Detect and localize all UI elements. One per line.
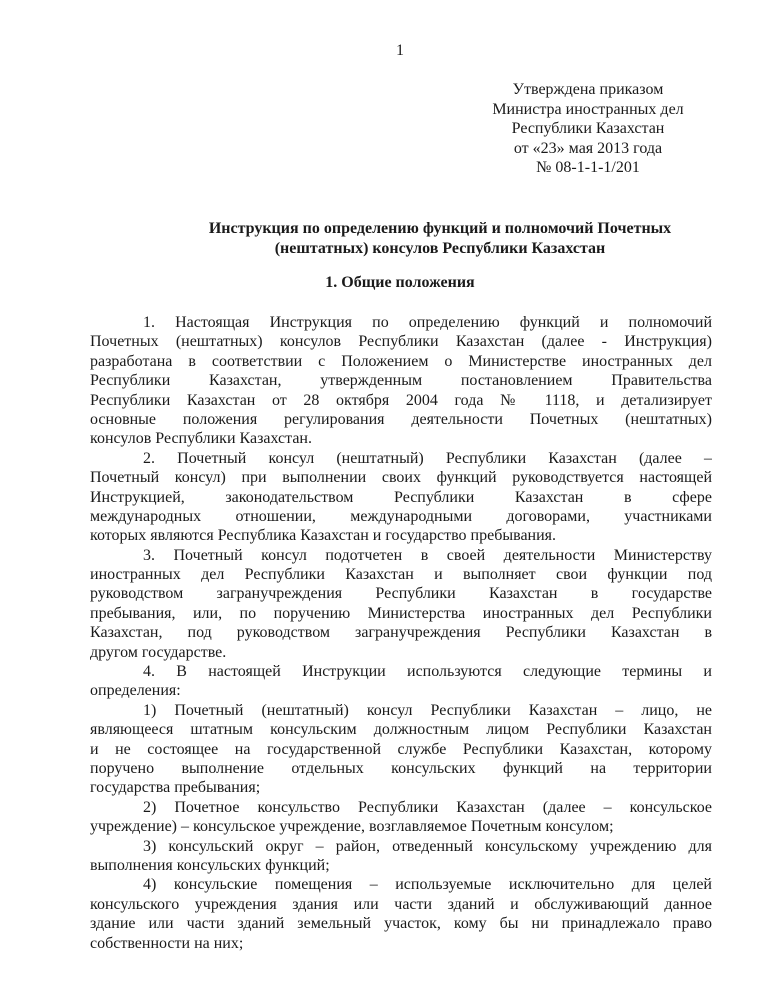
paragraph-line: 3. Почетный консул подотчетен в своей деятельности Министерству bbox=[143, 546, 712, 564]
page-number: 1 bbox=[396, 42, 404, 59]
title-line: (нештатных) консулов Республики Казахстан bbox=[274, 239, 606, 257]
paragraph bbox=[90, 449, 712, 546]
approval-block bbox=[488, 80, 688, 178]
approval-line: № 08-1-1-1/201 bbox=[536, 159, 640, 176]
paragraph bbox=[90, 313, 712, 449]
paragraph-line: 2) Почетное консульство Республики Казахстан (далее – консульское bbox=[143, 798, 712, 816]
paragraph-line: 1) Почетный (нештатный) консул Республики Казахстан – лицо, не bbox=[143, 701, 712, 719]
paragraph-line: учреждение) – консульское учреждение, возглавляемое Почетным консулом; bbox=[90, 818, 614, 836]
paragraph-line: Казахстан, под руководством загранучреждения Республики Казахстан в bbox=[90, 624, 712, 642]
paragraph-line: определения: bbox=[90, 682, 181, 700]
paragraph bbox=[90, 798, 712, 837]
approval-line: Министра иностранных дел bbox=[492, 100, 684, 118]
approval-line: Республики Казахстан bbox=[511, 120, 665, 137]
paragraph-line: пребывания, или, по поручению Министерства иностранных дел Республики bbox=[90, 604, 712, 622]
paragraph-line: Республики Казахстан, утвержденным постановлением Правительства bbox=[90, 372, 712, 390]
paragraph-line: выполнения консульских функций; bbox=[90, 856, 330, 874]
paragraph-line: консульского учреждения здания или части зданий и обслуживающий данное bbox=[90, 895, 712, 913]
paragraph bbox=[90, 546, 712, 662]
paragraph-line: 2. Почетный консул (нештатный) Республики Казахстан (далее – bbox=[143, 449, 712, 467]
paragraph-line: основные положения регулирования деятельности Почетных (нештатных) bbox=[90, 410, 712, 428]
paragraph-line: которых являются Республика Казахстан и государство пребывания. bbox=[90, 527, 557, 545]
paragraph bbox=[90, 837, 712, 876]
paragraph-line: здание или части зданий земельный участок, кому бы ни принадлежало право bbox=[90, 915, 712, 933]
paragraph-line: руководством загранучреждения Республики Казахстан в государстве bbox=[90, 585, 712, 603]
paragraph-line: государства пребывания; bbox=[90, 779, 261, 797]
paragraph-line: 4) консульские помещения – используемые исключительно для целей bbox=[143, 876, 712, 894]
document-title bbox=[120, 219, 760, 258]
paragraph-line: 4. В настоящей Инструкции используются следующие термины и bbox=[143, 663, 712, 681]
paragraph-line: собственности на них; bbox=[90, 934, 244, 952]
title-line: Инструкция по определению функций и полномочий Почетных bbox=[208, 220, 672, 237]
paragraph-line: иностранных дел Республики Казахстан и выполняет свои функции под bbox=[90, 566, 712, 584]
paragraph-line: Инструкцией, законодательством Республики Казахстан в сфере bbox=[90, 488, 712, 506]
paragraph-line: другом государстве. bbox=[90, 643, 227, 661]
paragraph bbox=[90, 875, 712, 953]
paragraph-line: Почетных (нештатных) консулов Республики Казахстан (далее - Инструкция) bbox=[90, 333, 712, 351]
paragraph-line: 1. Настоящая Инструкция по определению функций и полномочий bbox=[143, 314, 712, 331]
document-body bbox=[90, 313, 712, 953]
approval-line: от «23» мая 2013 года bbox=[513, 139, 663, 157]
paragraph-line: международных отношении, международными договорами, участниками bbox=[90, 507, 712, 525]
paragraph-line: разработана в соответствии с Положением о Министерстве иностранных дел bbox=[90, 352, 712, 370]
paragraph-line: и не состоящее на государственной службе Республики Казахстан, которому bbox=[90, 740, 712, 758]
paragraph-line: консулов Республики Казахстан. bbox=[90, 430, 312, 448]
paragraph-line: поручено выполнение отдельных консульских функций на территории bbox=[90, 759, 712, 777]
paragraph bbox=[90, 662, 712, 701]
approval-line: Утверждена приказом bbox=[512, 81, 664, 98]
paragraph-line: являющееся штатным консульским должностным лицом Республики Казахстан bbox=[90, 721, 712, 739]
paragraph bbox=[90, 701, 712, 798]
paragraph-line: Почетный консул) при выполнении своих функций руководствуется настоящей bbox=[90, 469, 712, 487]
section-heading: 1. Общие положения bbox=[325, 274, 475, 291]
paragraph-line: 3) консульский округ – район, отведенный консульскому учреждению для bbox=[143, 837, 712, 855]
paragraph-line: Республики Казахстан от 28 октября 2004 года № 1118, и детализирует bbox=[90, 391, 712, 409]
